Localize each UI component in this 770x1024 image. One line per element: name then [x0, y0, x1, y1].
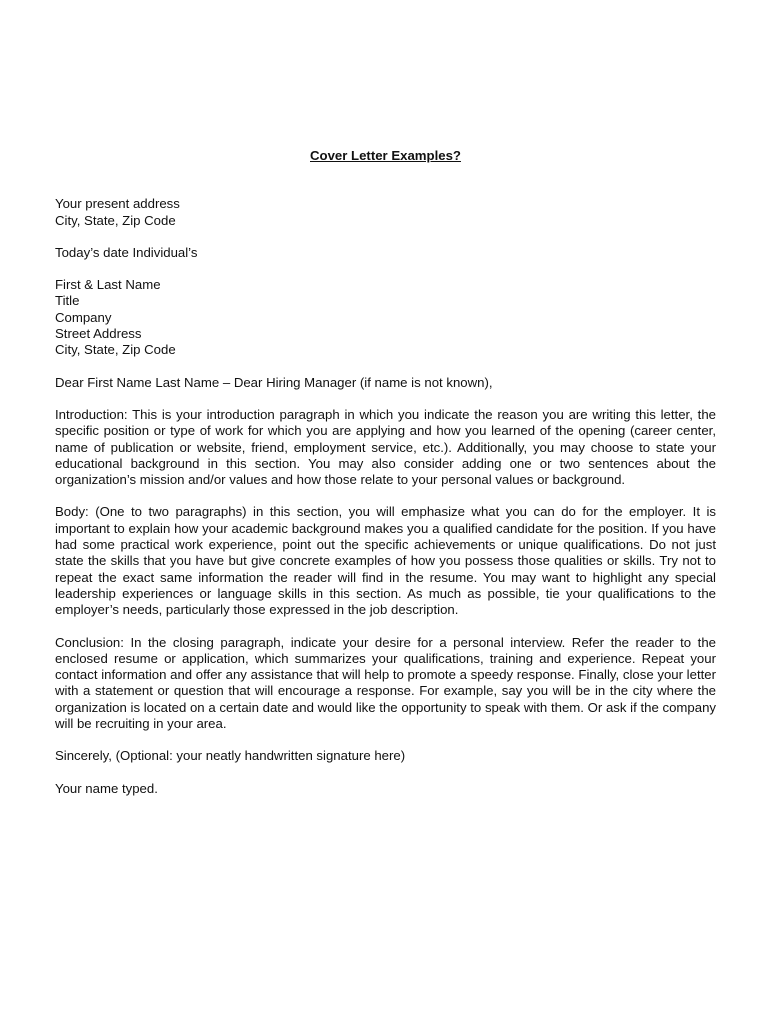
recipient-line: Company — [55, 309, 112, 325]
salutation-text: Dear First Name Last Name – Dear Hiring Manager (if name is not known), — [55, 374, 493, 390]
closing-text: Sincerely, (Optional: your neatly handwritten signature here) — [55, 748, 406, 764]
recipient-line: City, State, Zip Code — [55, 342, 176, 358]
closing — [55, 748, 716, 764]
recipient-line: First & Last Name — [55, 277, 161, 293]
sender-address-line: Your present address — [55, 196, 180, 212]
recipient-line: Title — [55, 293, 80, 309]
signature — [55, 781, 716, 797]
body-paragraph: Body: (One to two paragraphs) in this section, you will emphasize what you can do for the employer. It is important to explain how your academic background makes you a qualified candidate for the position. If you have had some practical work experience, point out the specific achievements or unique qualifications. Do not just state the skills that you have but give concrete examples of how you possess those qualities or skills. Try not to repeat the exact same information the reader will find in the resume. You may want to highlight any special leadership experiences or language skills in this section. As much as possible, tie your qualifications to the employer’s needs, particularly those expressed in the job description. — [55, 504, 716, 618]
document-title: Cover Letter Examples? — [310, 148, 461, 163]
salutation — [55, 375, 716, 391]
introduction-paragraph: Introduction: This is your introduction paragraph in which you indicate the reason you are writing this letter, the specific position or type of work for which you are applying and how you learned of the opening (career center, name of publication or website, friend, employment service, etc.). Additionally, you may choose to state your educational background in this section. You may also consider adding one or two sentences about the organization’s mission and/or values and how those relate to your personal values or background. — [55, 406, 716, 488]
recipient-line: Street Address — [55, 326, 142, 342]
letter-content — [55, 148, 716, 813]
date-text: Today’s date Individual’s — [55, 244, 198, 260]
conclusion-paragraph: Conclusion: In the closing paragraph, indicate your desire for a personal interview. Refer the reader to the enclosed resume or application, which summarizes your qualifications, training and experience. Repeat your contact information and offer any assistance that will help to promote a speedy response. Finally, close your letter with a statement or question that will encourage a response. For example, say you will be in the city where the organization is located on a certain date and would like the opportunity to speak with them. Or ask if the company will be recruiting in your area. — [55, 634, 716, 732]
sender-address — [55, 196, 716, 229]
date-line — [55, 245, 716, 261]
recipient-block — [55, 277, 716, 358]
signature-name: Your name typed. — [55, 780, 158, 796]
sender-address-line: City, State, Zip Code — [55, 212, 176, 228]
